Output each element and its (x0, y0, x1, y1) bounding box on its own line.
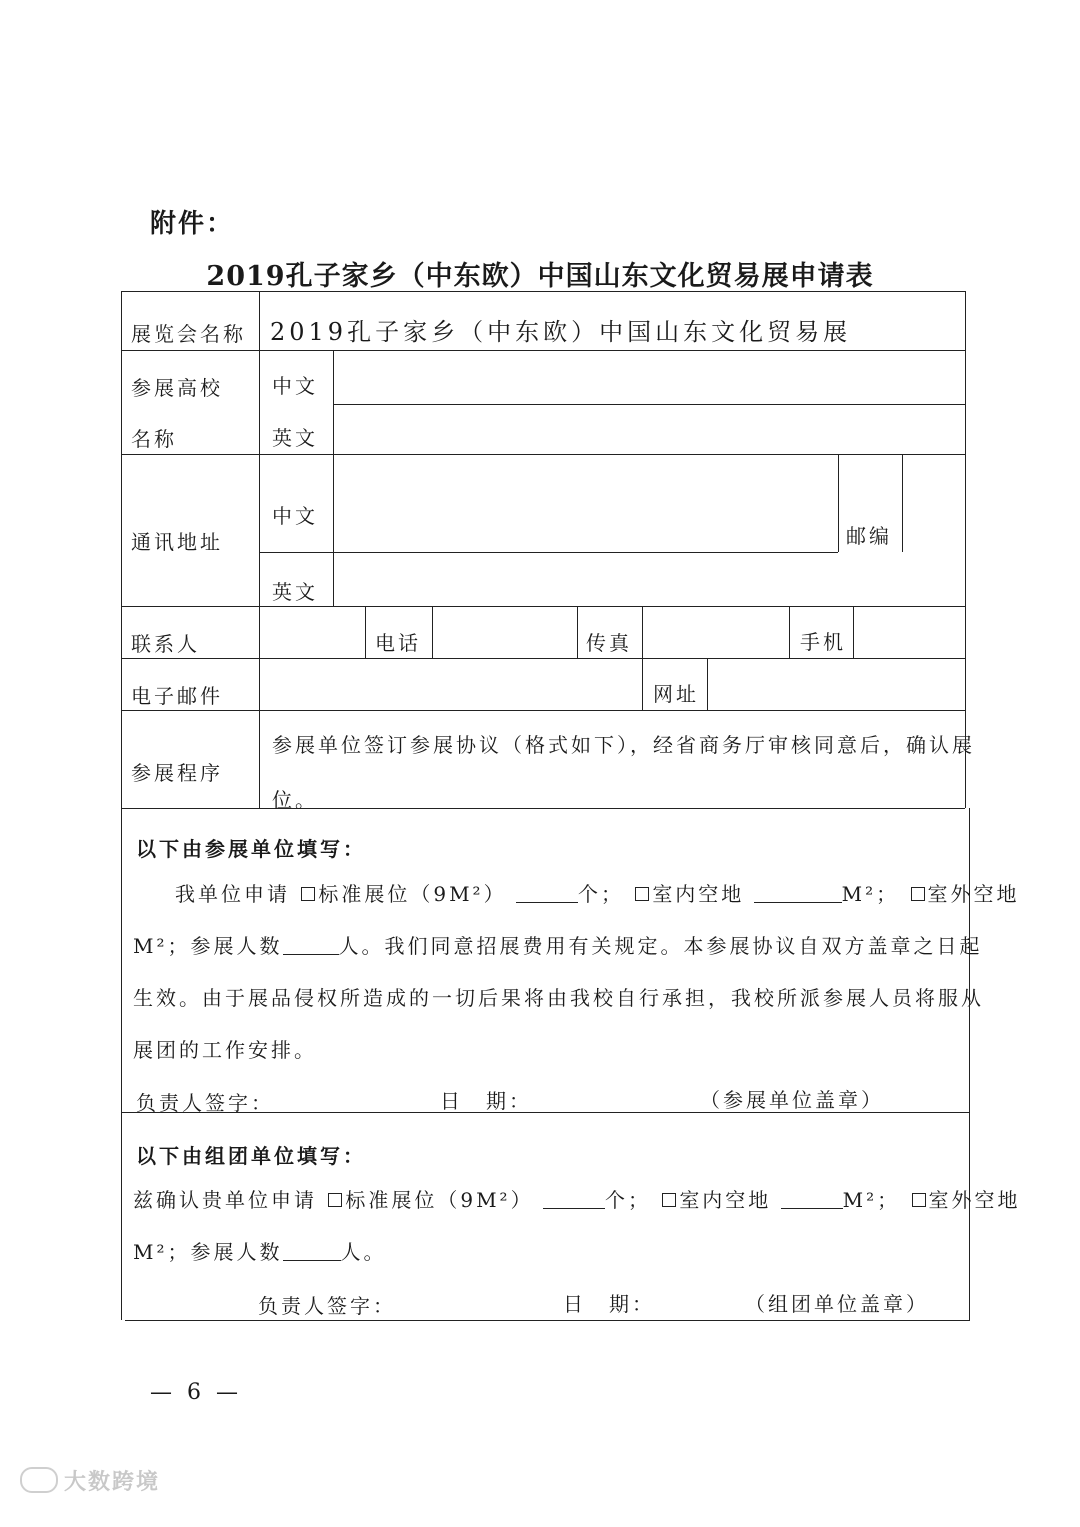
exhibitor-section-heading: 以下由参展单位填写： (136, 837, 366, 861)
attendee-count-field[interactable] (283, 932, 339, 955)
outdoor-space-label: 室外空地 (927, 882, 1020, 906)
checkbox-standard-booth-confirm[interactable] (328, 1193, 342, 1207)
fax-label: 传真 (586, 631, 632, 655)
row-divider (121, 350, 965, 351)
checkbox-standard-booth[interactable] (301, 887, 315, 901)
col-divider (365, 606, 366, 658)
checkbox-indoor-space-confirm[interactable] (662, 1193, 676, 1207)
unit-ge: 个； (577, 882, 624, 906)
address-cn-label: 中文 (272, 504, 318, 528)
phone-label: 电话 (375, 631, 421, 655)
school-name-label: 参展高校 (131, 376, 223, 400)
col-divider (838, 454, 839, 552)
col-divider (642, 606, 643, 710)
table-border-top (121, 291, 965, 292)
page-number: — 6 — (150, 1380, 242, 1405)
organizer-line-2 (133, 1226, 387, 1278)
organizer-line2-a: M²；参展人数 (133, 1240, 283, 1264)
watermark-text: 大数跨境 (64, 1470, 161, 1495)
indoor-space-label: 室内空地 (652, 882, 745, 906)
col-divider (902, 454, 903, 552)
checkbox-outdoor-space[interactable] (911, 887, 925, 901)
exhibitor-line-4: 展团的工作安排。 (133, 1038, 317, 1062)
organizer-seal-label: （组团单位盖章） (745, 1292, 929, 1316)
exhibitor-line2-a: M²；参展人数 (133, 934, 283, 958)
standard-booth-count-confirm-field[interactable] (543, 1186, 605, 1209)
col-divider (707, 658, 708, 710)
indoor-space-label: 室内空地 (679, 1188, 772, 1212)
school-name-en-label: 英文 (272, 426, 318, 450)
table-border-bottom (125, 1320, 970, 1321)
postcode-label: 邮编 (846, 524, 892, 548)
row-divider (121, 710, 965, 711)
organizer-date-label: 日 期： (563, 1292, 655, 1316)
procedure-text-line1: 参展单位签订参展协议（格式如下），经省商务厅审核同意后，确认展 (272, 733, 975, 757)
website-label: 网址 (653, 682, 699, 706)
school-name-label-2: 名称 (131, 427, 177, 451)
watermark (20, 1465, 160, 1496)
exhibitor-line-2 (133, 920, 983, 972)
form-title: 2019孔子家乡（中东欧）中国山东文化贸易展申请表 (206, 261, 874, 292)
exhibition-name-label: 展览会名称 (131, 322, 246, 346)
exhibition-name-value: 2019孔子家乡（中东欧）中国山东文化贸易展 (270, 318, 852, 346)
organizer-section-heading: 以下由组团单位填写： (136, 1144, 366, 1168)
exhibitor-apply-text: 我单位申请 (175, 882, 290, 906)
unit-m2-sep: M²； (842, 1188, 901, 1212)
row-divider (260, 552, 838, 553)
standard-booth-count-field[interactable] (516, 880, 578, 903)
indoor-space-area-field[interactable] (754, 880, 842, 903)
address-label: 通讯地址 (131, 530, 223, 554)
col-divider (789, 606, 790, 658)
exhibitor-line-3: 生效。由于展品侵权所造成的一切后果将由我校自行承担，我校所派参展人员将服从 (133, 986, 984, 1010)
col-divider (432, 606, 433, 658)
organizer-sign-label: 负责人签字： (258, 1294, 396, 1318)
standard-booth-label: 标准展位（9M²） (318, 882, 507, 906)
procedure-text-line2: 位。 (272, 788, 318, 812)
organizer-line2-b: 人。 (340, 1240, 387, 1264)
col-divider (333, 350, 334, 606)
outdoor-space-label: 室外空地 (928, 1188, 1021, 1212)
unit-ge: 个； (604, 1188, 651, 1212)
exhibitor-sign-label: 负责人签字： (136, 1091, 274, 1115)
watermark-logo-icon (20, 1467, 58, 1493)
contact-person-label: 联系人 (131, 632, 200, 656)
organizer-line-1 (133, 1174, 1021, 1226)
attachment-label: 附件： (150, 209, 235, 239)
school-name-cn-label: 中文 (272, 374, 318, 398)
exhibitor-seal-label: （参展单位盖章） (700, 1088, 884, 1112)
exhibitor-date-label: 日 期： (440, 1089, 532, 1113)
table-border-left (121, 291, 122, 1320)
row-divider (121, 808, 965, 809)
col-divider (853, 606, 854, 658)
address-en-label: 英文 (272, 580, 318, 604)
checkbox-indoor-space[interactable] (635, 887, 649, 901)
checkbox-outdoor-space-confirm[interactable] (912, 1193, 926, 1207)
col-divider (259, 291, 260, 808)
unit-m2-sep: M²； (841, 882, 900, 906)
standard-booth-label: 标准展位（9M²） (345, 1188, 534, 1212)
col-divider (577, 606, 578, 658)
mobile-label: 手机 (800, 630, 846, 654)
procedure-label: 参展程序 (131, 761, 223, 785)
attendee-count-confirm-field[interactable] (283, 1238, 341, 1261)
row-divider (121, 658, 965, 659)
indoor-space-area-confirm-field[interactable] (781, 1186, 843, 1209)
row-divider (121, 606, 965, 607)
organizer-confirm-text: 兹确认贵单位申请 (133, 1188, 317, 1212)
exhibitor-line2-b: 人。我们同意招展费用有关规定。本参展协议自双方盖章之日起 (338, 934, 983, 958)
email-label: 电子邮件 (131, 684, 223, 708)
row-divider (333, 404, 965, 405)
exhibitor-line-1 (175, 868, 1020, 920)
